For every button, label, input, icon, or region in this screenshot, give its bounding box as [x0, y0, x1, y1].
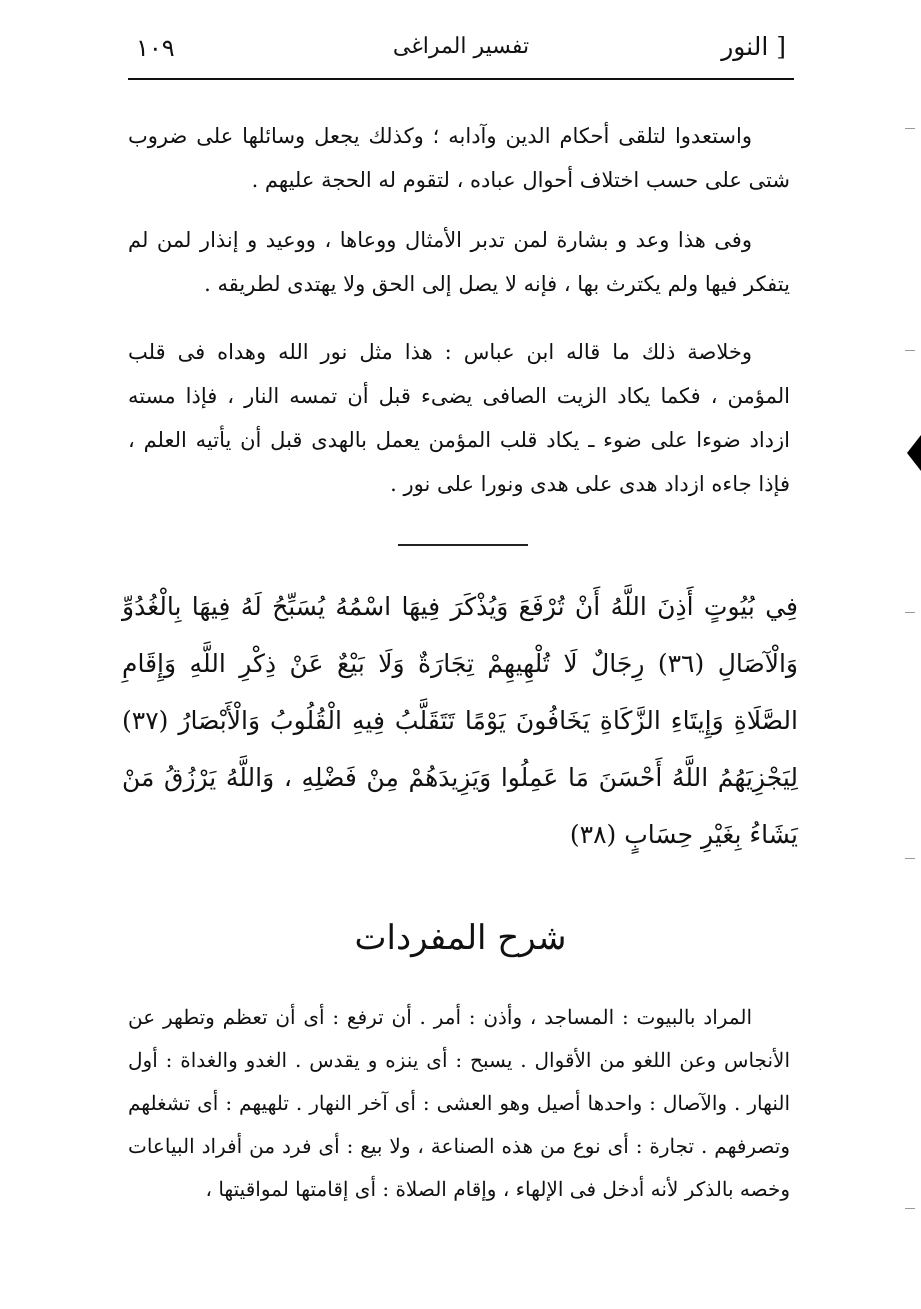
margin-tick	[905, 1208, 915, 1209]
page-header	[128, 28, 794, 76]
paragraph-text: وخلاصة ذلك ما قاله ابن عباس : هذا مثل نور الله وهداه فى قلب المؤمن ، فكما يكاد الزيت الصافى يضىء قبل أن تمسه النار ، فإذا مسته ازداد ضوءا على ضوء ـ يكاد قلب المؤمن يعمل بالهدى قبل أن يأتيه العلم ، فإذا جاءه ازداد هدى على هدى ونورا على نور .	[128, 340, 790, 496]
margin-tick	[905, 350, 915, 351]
header-rule	[128, 78, 794, 80]
page-edge-tab	[907, 435, 921, 471]
vocabulary-paragraph	[128, 996, 790, 1211]
page-number: ١٠٩	[136, 34, 175, 62]
vocabulary-text: المراد بالبيوت : المساجد ، وأذن : أمر . أن ترفع : أى أن تعظم وتطهر عن الأنجاس وعن اللغو من الأقوال . يسبح : أى ينزه و يقدس . الغدو والغداة : أول النهار . والآصال : واحدها أصيل وهو العشى : أى آخر النهار . تلهيهم : أى تشغلهم وتصرفهم . تجارة : أى نوع من هذه الصناعة ، ولا بيع : أى فرد من أفراد البياعات وخصه بالذكر لأنه أدخل فى الإلهاء ، وإقام الصلاة : أى إقامتها لمواقيتها ،	[128, 1005, 790, 1201]
margin-tick	[905, 612, 915, 613]
paragraph-text: وفى هذا وعد و بشارة لمن تدبر الأمثال ووعاها ، ووعيد و إنذار لمن لم يتفكر فيها ولم يكترث بها ، فإنه لا يصل إلى الحق ولا يهتدى لطريقه .	[128, 228, 790, 296]
paragraph-2	[128, 218, 790, 306]
paragraph-3	[128, 330, 790, 506]
quran-verses: فِي بُيُوتٍ أَذِنَ اللَّهُ أَنْ تُرْفَعَ وَيُذْكَرَ فِيهَا اسْمُهُ يُسَبِّحُ لَهُ فِيهَا بِالْغُدُوِّ وَالْآصَالِ (٣٦) رِجَالٌ لَا تُلْهِيهِمْ تِجَارَةٌ وَلَا بَيْعٌ عَنْ ذِكْرِ اللَّهِ وَإِقَامِ الصَّلَاةِ وَإِيتَاءِ الزَّكَاةِ يَخَافُونَ يَوْمًا تَتَقَلَّبُ فِيهِ الْقُلُوبُ وَالْأَبْصَارُ (٣٧) لِيَجْزِيَهُمُ اللَّهُ أَحْسَنَ مَا عَمِلُوا وَيَزِيدَهُمْ مِنْ فَضْلِهِ ، وَاللَّهُ يَرْزُقُ مَنْ يَشَاءُ بِغَيْرِ حِسَابٍ (٣٨)	[122, 592, 798, 849]
book-title: تفسير المراغى	[392, 34, 530, 59]
paragraph-text: واستعدوا لتلقى أحكام الدين وآدابه ؛ وكذلك يجعل وسائلها على ضروب شتى على حسب اختلاف أحوال عباده ، لتقوم له الحجة عليهم .	[128, 124, 790, 192]
section-title: شرح المفردات	[354, 918, 567, 958]
section-divider	[398, 544, 528, 546]
surah-name: النور ]	[721, 32, 786, 61]
paragraph-1	[128, 114, 790, 202]
margin-tick	[905, 128, 915, 129]
margin-tick	[905, 858, 915, 859]
